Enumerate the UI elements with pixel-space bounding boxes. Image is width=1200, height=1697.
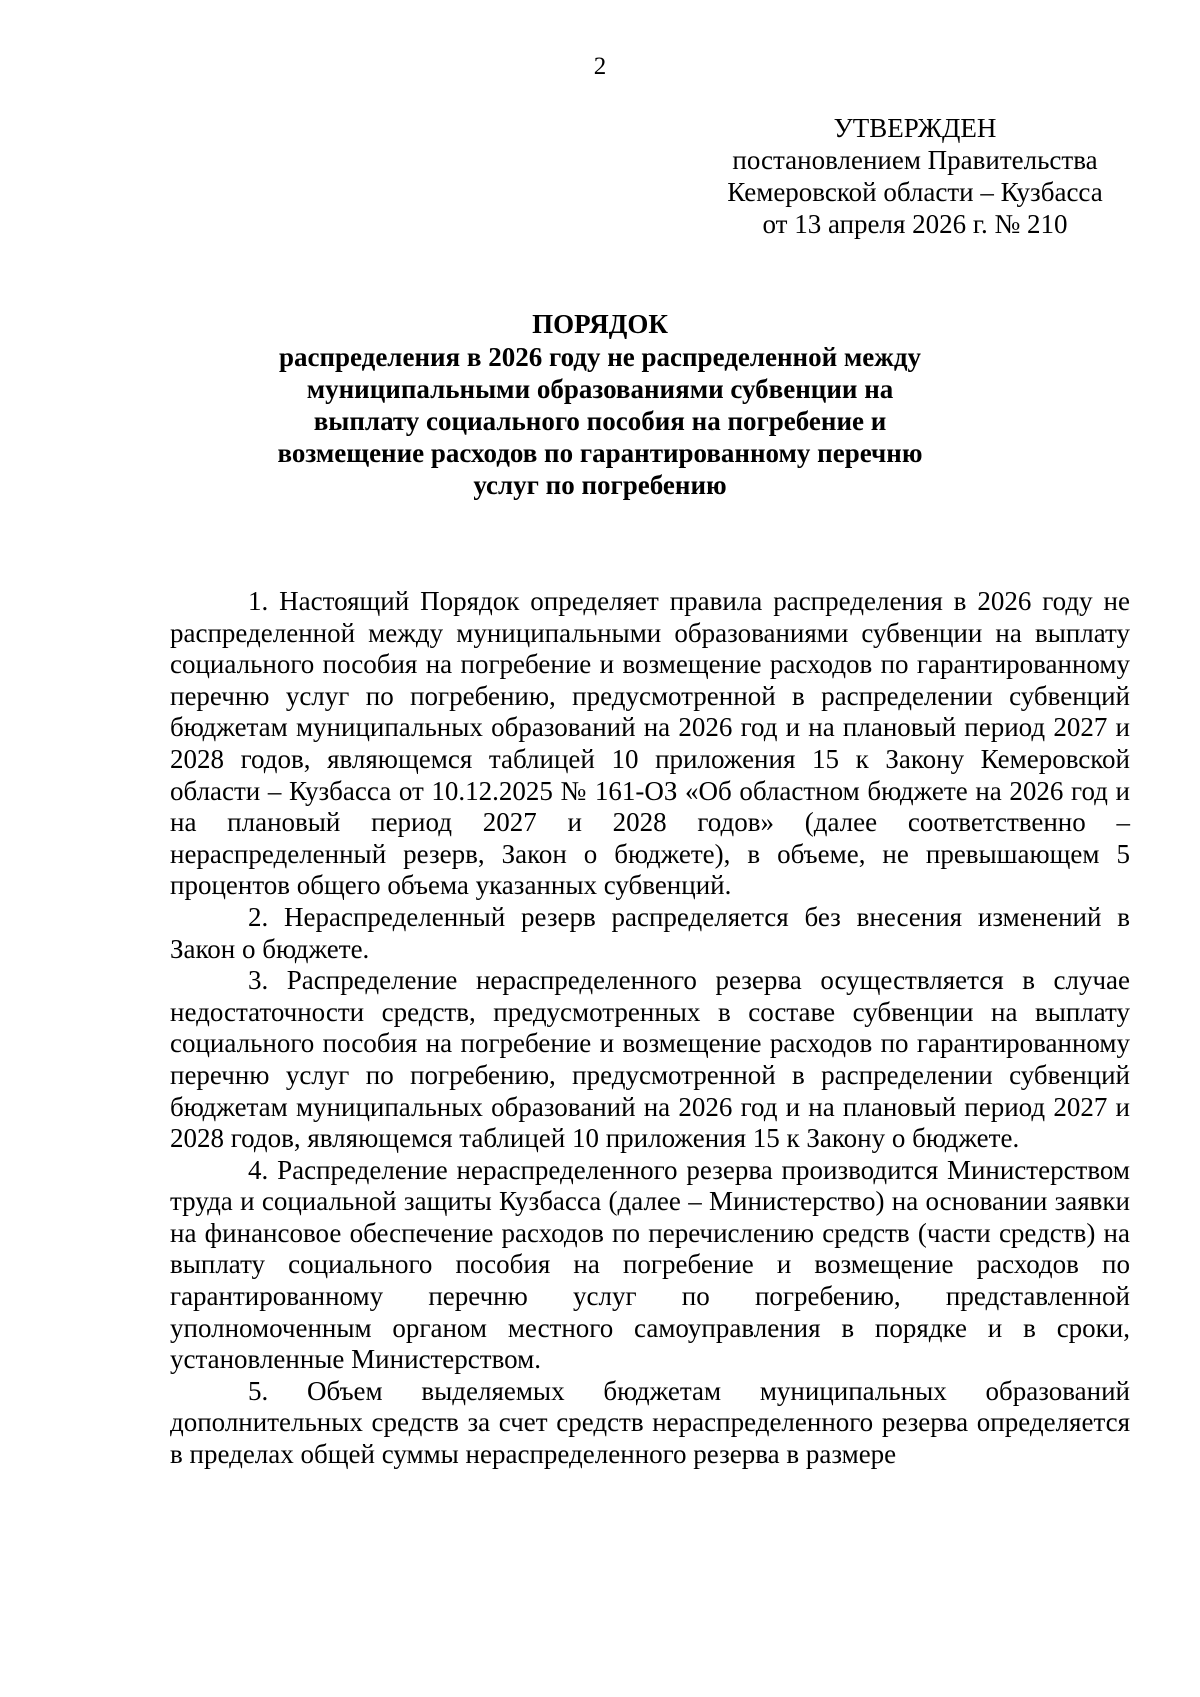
paragraph-2: 2. Нераспределенный резерв распределяется без внесения изменений в Закон о бюджете. xyxy=(170,901,1130,964)
paragraph-3: 3. Распределение нераспределенного резерва осуществляется в случае недостаточности средств, предусмотренных в составе субвенции на выплату социального пособия на погребение и возмещение расходов по гарантированному перечню услуг по погребению, предусмотренной в распределении субвенций бюджетам муниципальных образований на 2026 год и на плановый период 2027 и 2028 годов, являющемся таблицей 10 приложения 15 к Закону о бюджете. xyxy=(170,965,1130,1154)
document-title-line: услуг по погребению xyxy=(473,470,727,500)
document-title-line: муниципальными образованиями субвенции на xyxy=(306,374,894,404)
approval-line: постановлением Правительства xyxy=(732,145,1098,175)
document-title-line: распределения в 2026 году не распределенной между xyxy=(278,342,922,372)
document-title-main: ПОРЯДОК xyxy=(532,309,668,339)
approval-stamp xyxy=(700,112,1130,240)
approval-line: от 13 апреля 2026 г. № 210 xyxy=(762,209,1068,239)
document-title-line: возмещение расходов по гарантированному перечню xyxy=(277,438,923,468)
document-body xyxy=(170,586,1130,1471)
document-title-line: выплату социального пособия на погребение и xyxy=(313,406,887,436)
paragraph-5: 5. Объем выделяемых бюджетам муниципальных образований дополнительных средств за счет средств нераспределенного резерва определяется в пределах общей суммы нераспределенного резерва в размере xyxy=(170,1375,1130,1470)
approval-line: Кемеровской области – Кузбасса xyxy=(727,177,1103,207)
paragraph-4: 4. Распределение нераспределенного резерва производится Министерством труда и социальной защиты Кузбасса (далее – Министерство) на основании заявки на финансовое обеспечение расходов по перечислению средств (части средств) на выплату социального пособия на погребение и возмещение расходов по гарантированному перечню услуг по погребению, представленной уполномоченным органом местного самоуправления в порядке и в сроки, установленные Министерством. xyxy=(170,1154,1130,1375)
page-number: 2 xyxy=(593,53,607,80)
document-title xyxy=(170,308,1030,501)
paragraph-1: 1. Настоящий Порядок определяет правила распределения в 2026 году не распределенной между муниципальными образованиями субвенции на выплату социального пособия на погребение и возмещение расходов по гарантированному перечню услуг по погребению, предусмотренной в распределении субвенций бюджетам муниципальных образований на 2026 год и на плановый период 2027 и 2028 годов, являющемся таблицей 10 приложения 15 к Закону Кемеровской области – Кузбасса от 10.12.2025 № 161-ОЗ «Об областном бюджете на 2026 год и на плановый период 2027 и 2028 годов» (далее соответственно – нераспределенный резерв, Закон о бюджете), в объеме, не превышающем 5 процентов общего объема указанных субвенций. xyxy=(170,586,1130,901)
approval-heading: УТВЕРЖДЕН xyxy=(833,113,997,143)
